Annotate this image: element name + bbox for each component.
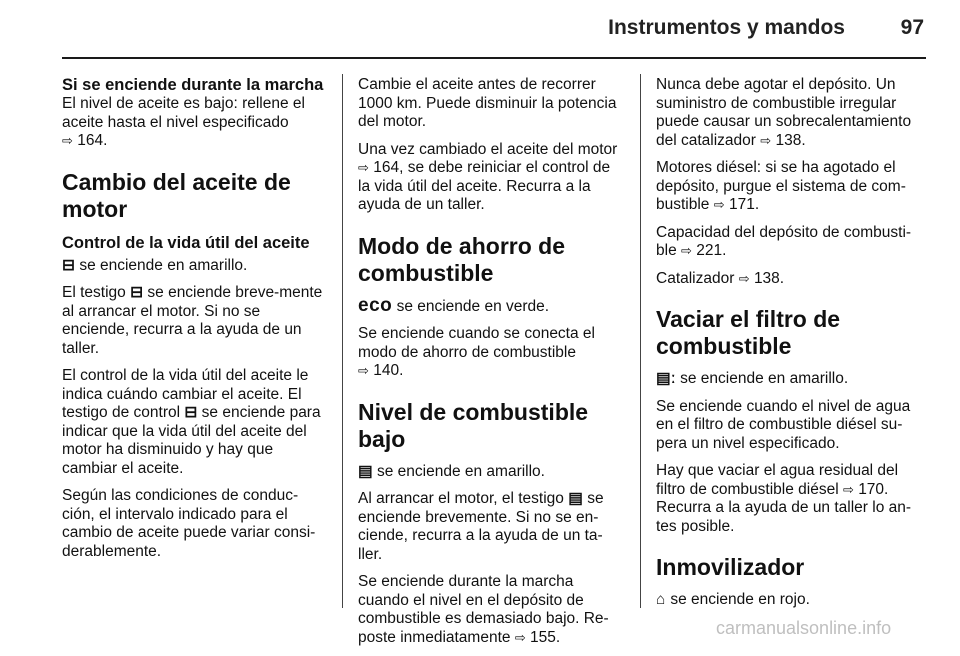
paragraph: Cambie el aceite antes de recorrer 1000 km. Puede disminuir la potencia del motor. xyxy=(358,76,617,130)
column-3 xyxy=(656,76,928,619)
paragraph: ⌂ se enciende en rojo. xyxy=(656,591,810,608)
chapter-heading: Inmovilizador xyxy=(656,554,805,580)
paragraph: Una vez cambiado el aceite del motor ⇨ 164, se debe reiniciar el control de la vida útil del aceite. Recurra a la ayuda de un taller. xyxy=(358,140,618,213)
chapter-heading: Vaciar el filtro de combustible xyxy=(656,306,841,359)
paragraph: Motores diésel: si se ha agotado el depósito, purgue el sistema de com-bustible ⇨ 171. xyxy=(656,159,906,213)
paragraph: eco se enciende en verde. xyxy=(358,294,550,316)
reference-arrow-icon: ⇨ xyxy=(760,132,772,148)
page-number: 97 xyxy=(900,16,924,39)
header-divider xyxy=(62,57,926,59)
reference-arrow-icon: ⇨ xyxy=(514,629,526,645)
oil-life-icon: ⊟ xyxy=(62,256,75,274)
reference-arrow-icon: ⇨ xyxy=(358,160,369,175)
chapter-heading: Modo de ahorro de combustible xyxy=(358,232,565,286)
reference-arrow-icon: ⇨ xyxy=(681,243,692,258)
paragraph: Se enciende cuando el nivel de agua en el filtro de combustible diésel su-pera un nivel especificado. xyxy=(656,397,911,452)
paragraph: El nivel de aceite es bajo: rellene el aceite hasta el nivel especificado ⇨ 164. xyxy=(62,95,305,149)
reference-arrow-icon: ⇨ xyxy=(842,481,854,497)
eco-icon: eco xyxy=(358,294,393,316)
paragraph: Al arrancar el motor, el testigo ▤ se enciende brevemente. Si no se en-ciende, recurra a la ayuda de un ta-ller. xyxy=(358,490,604,563)
column-2 xyxy=(358,76,626,656)
column-divider xyxy=(342,74,343,608)
header-title: Instrumentos y mandos xyxy=(608,16,845,39)
paragraph: El control de la vida útil del aceite le indica cuándo cambiar el aceite. El testigo de control ⊟ se enciende para indicar que la vida útil del aceite del motor ha disminuido y hay que cambiar el aceite. xyxy=(62,367,321,477)
chapter-heading: Nivel de combustible bajo xyxy=(358,398,589,452)
column-divider xyxy=(640,74,641,608)
paragraph: ▤ː se enciende en amarillo. xyxy=(656,370,849,387)
reference-arrow-icon: ⇨ xyxy=(358,363,369,378)
paragraph: ⊟ se enciende en amarillo. xyxy=(62,256,248,274)
fuel-pump-icon: ▤ xyxy=(568,490,583,507)
paragraph: El testigo ⊟ se enciende breve-mente al arrancar el motor. Si no se enciende, recurra a la ayuda de un taller. xyxy=(62,284,323,357)
paragraph: ▤ se enciende en amarillo. xyxy=(358,462,545,480)
fuel-filter-icon: ▤ː xyxy=(656,370,676,387)
section-heading: Control de la vida útil del aceite xyxy=(62,233,310,252)
section-heading: Si se enciende durante la marcha xyxy=(62,76,324,94)
oil-life-icon: ⊟ xyxy=(184,404,198,421)
paragraph: Hay que vaciar el agua residual del filtro de combustible diésel ⇨ 170. Recurra a la ayuda de un taller lo an-tes posible. xyxy=(656,462,912,535)
paragraph: Se enciende cuando se conecta el modo de ahorro de combustible ⇨ 140. xyxy=(358,325,595,379)
chapter-heading: Cambio del aceite de motor xyxy=(62,168,291,222)
paragraph: Capacidad del depósito de combusti-ble ⇨ 221. xyxy=(656,223,912,259)
reference-arrow-icon: ⇨ xyxy=(62,133,73,148)
reference-arrow-icon: ⇨ xyxy=(738,270,750,286)
reference-arrow-icon: ⇨ xyxy=(713,197,725,212)
column-1 xyxy=(62,76,330,570)
paragraph: Nunca debe agotar el depósito. Un suministro de combustible irregular puede causar un sobrecalentamiento del catalizador ⇨ 138. xyxy=(656,76,912,149)
fuel-pump-icon: ▤ xyxy=(358,462,373,480)
paragraph: Se enciende durante la marcha cuando el nivel en el depósito de combustible es demasiado bajo. Re-poste inmediatamente ⇨ 155. xyxy=(358,573,609,646)
paragraph: Según las condiciones de conduc-ción, el intervalo indicado para el cambio de aceite puede variar consi-derablemente. xyxy=(62,487,316,560)
immobilizer-icon: ⌂ xyxy=(656,591,666,608)
watermark: carmanualsonline.info xyxy=(716,618,892,638)
oil-life-icon: ⊟ xyxy=(130,284,144,301)
paragraph: Catalizador ⇨ 138. xyxy=(656,269,785,287)
